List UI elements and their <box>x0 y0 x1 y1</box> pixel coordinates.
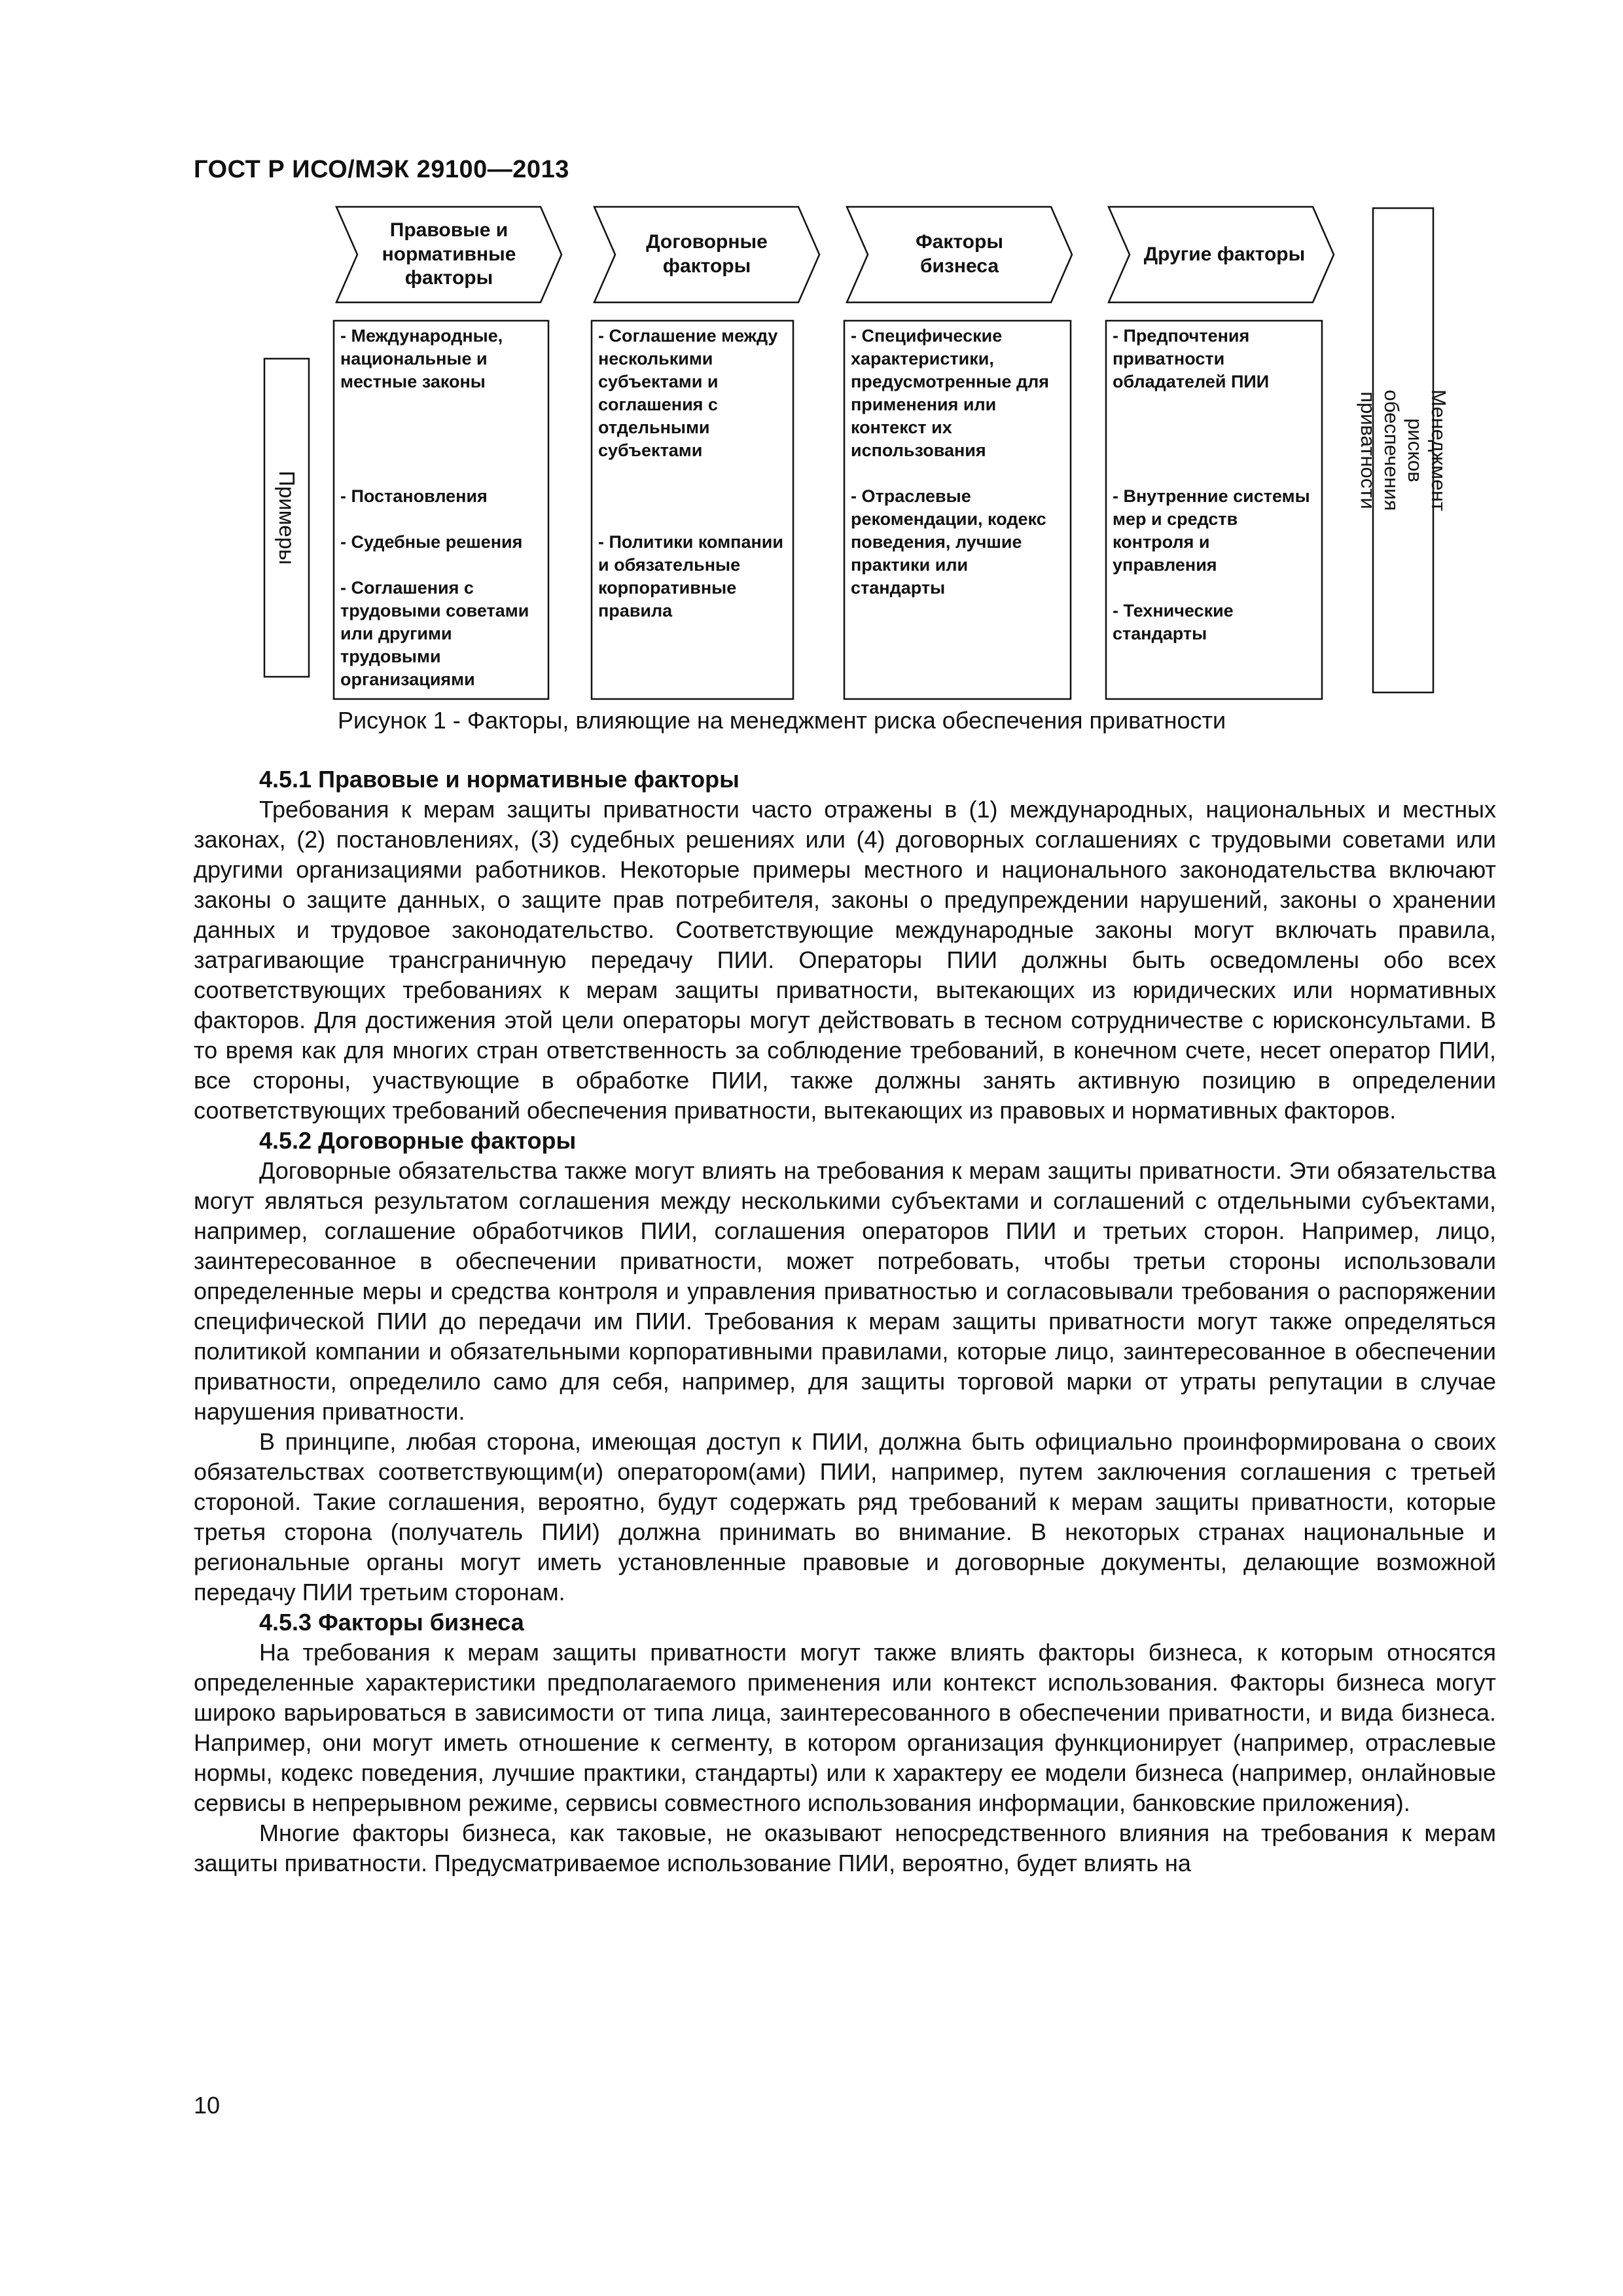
column-text-business: - Специфические характеристики, предусмотренные для применения или контекст их использования - Отраслевые рекомендации, кодекс поведения, лучшие практики или стандарты <box>851 326 1050 598</box>
risk-management-label-text: Менеджмент рисков обеспечения приватности <box>1357 389 1451 511</box>
section-heading-4-5-2: 4.5.2 Договорные факторы <box>259 1127 577 1154</box>
figure-caption: Рисунок 1 - Факторы, влияющие на менеджмент риска обеспечения приватности <box>338 707 1226 734</box>
examples-label <box>264 359 309 677</box>
examples-label-text: Примеры <box>275 471 299 565</box>
category-label-legal: Правовые и нормативные факторы <box>382 219 516 289</box>
column-text-other: - Предпочтения приватности обладателей ПИИ - Внутренние системы мер и средств контроля и управления - Технические стандарты <box>1113 326 1310 643</box>
section-heading-4-5-1: 4.5.1 Правовые и нормативные факторы <box>259 766 740 793</box>
paragraph: Требования к мерам защиты приватности часто отражены в (1) международных, национальных и местных законах, (2) постановлениях, (3) судебных решениях или (4) договорных соглашениях с трудовыми советами или другими организациями работников. Некоторые примеры местного и национального законодательства включают законы о защите данных, о защите прав потребителя, законы о предупреждении нарушений, законы о хранении данных и трудовое законодательство. Соответствующие международные законы могут включать правила, затрагивающие трансграничную передачу ПИИ. Операторы ПИИ должны быть осведомлены обо всех соответствующих требованиях к мерам защиты приватности, вытекающих из юридических или нормативных факторов. Для достижения этой цели операторы могут действовать в тесном сотрудничестве с юрисконсультами. В то время как для многих стран ответственность за соблюдение требований, в конечном счете, несет оператор ПИИ, все стороны, участвующие в обработке ПИИ, также должны занять активную позицию в определении соответствующих требований обеспечения приватности, вытекающих из правовых и нормативных факторов. <box>194 796 1496 1124</box>
category-label-business: Факторы бизнеса <box>916 231 1003 277</box>
column-text-contract: - Соглашение между несколькими субъектами и соглашения с отдельными субъектами - Политики компании и обязательные корпоративные правила <box>598 326 783 620</box>
figure-1 <box>0 0 1623 759</box>
document-header: ГОСТ Р ИСО/МЭК 29100—2013 <box>194 156 569 183</box>
category-label-other: Другие факторы <box>1143 243 1306 265</box>
paragraph: Договорные обязательства также могут влиять на требования к мерам защиты приватности. Эти обязательства могут являться результатом соглашения между несколькими субъектами и соглашений с отдельными субъектами, например, соглашение обработчиков ПИИ, соглашения операторов ПИИ и третьих сторон. Например, лицо, заинтересованное в обеспечении приватности, может потребовать, чтобы третьи стороны использовали определенные меры и средства контроля и управления приватностью и согласовывали требования о распоряжении специфической ПИИ до передачи им ПИИ. Требования к мерам защиты приватности могут также определяться политикой компании и обязательными корпоративными правилами, которые лицо, заинтересованное в обеспечении приватности, определило само для себя, например, для защиты торговой марки от утраты репутации в случае нарушения приватности. <box>194 1157 1496 1425</box>
page-number: 10 <box>194 2092 221 2119</box>
category-label-contract: Договорные факторы <box>646 231 768 277</box>
section-heading-4-5-3: 4.5.3 Факторы бизнеса <box>259 1609 524 1636</box>
paragraph: На требования к мерам защиты приватности могут также влиять факторы бизнеса, к которым относятся определенные характеристики предполагаемого применения или контекст использования. Факторы бизнеса могут широко варьироваться в зависимости от типа лица, заинтересованного в обеспечении приватности, и вида бизнеса. Например, они могут иметь отношение к сегменту, в котором организация функционирует (например, отраслевые нормы, кодекс поведения, лучшие практики, стандарты) или к характеру ее модели бизнеса (например, онлайновые сервисы в непрерывном режиме, сервисы совместного использования информации, банковские приложения). <box>194 1639 1496 1816</box>
paragraph: Многие факторы бизнеса, как таковые, не оказывают непосредственного влияния на требования к мерам защиты приватности. Предусматриваемое использование ПИИ, вероятно, будет влиять на <box>194 1820 1496 1876</box>
paragraph: В принципе, любая сторона, имеющая доступ к ПИИ, должна быть официально проинформирована о своих обязательствах соответствующим(и) оператором(ами) ПИИ, например, путем заключения соглашения с третьей стороной. Такие соглашения, вероятно, будут содержать ряд требований к мерам защиты приватности, которые третья сторона (получатель ПИИ) должна принимать во внимание. В некоторых странах национальные и региональные органы могут иметь установленные правовые и договорные документы, делающие возможной передачу ПИИ третьим сторонам. <box>194 1428 1496 1605</box>
document-body <box>194 764 1496 1878</box>
column-text-legal: - Международные, национальные и местные законы - Постановления - Судебные решения - Соглашения с трудовыми советами или другими трудовыми организациями <box>340 326 529 689</box>
risk-management-label <box>1357 208 1451 692</box>
